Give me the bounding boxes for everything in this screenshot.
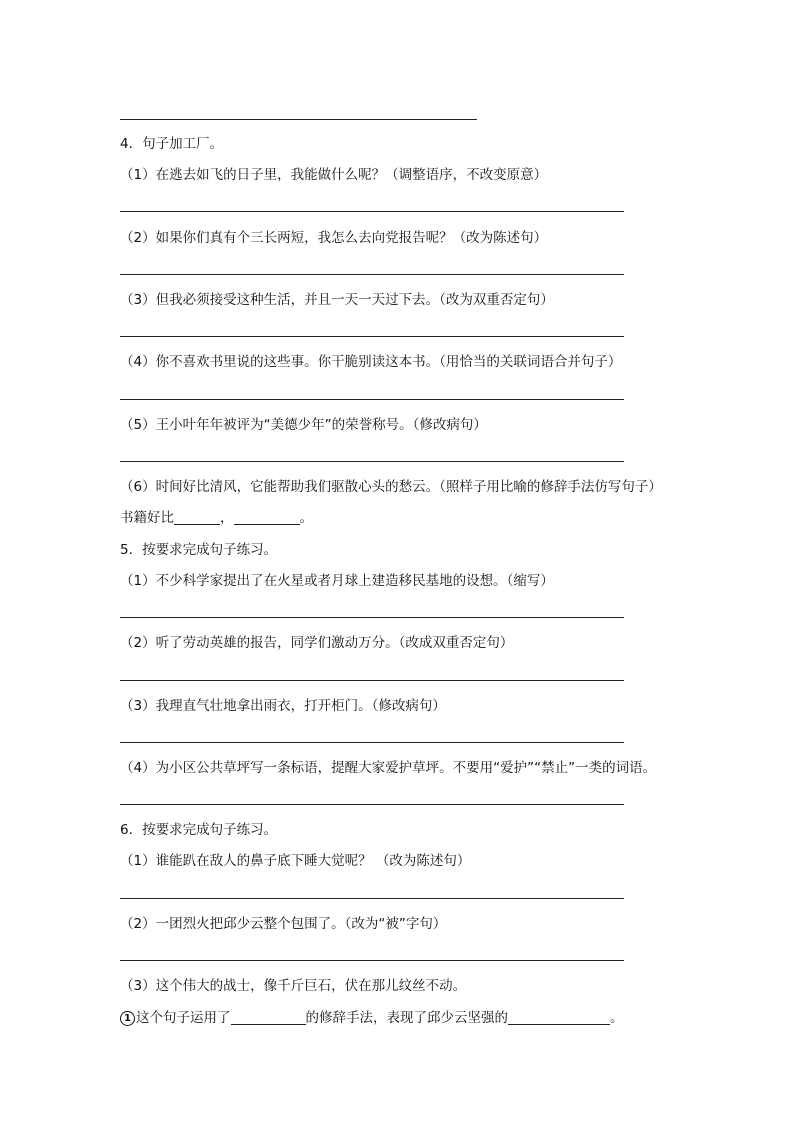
fill-blank[interactable] (234, 510, 300, 525)
q5-item-2: （2）听了劳动英雄的报告，同学们激动万分。（改成双重否定句） (120, 635, 514, 651)
answer-line[interactable] (120, 119, 477, 120)
q6-heading: 6．按要求完成句子练习。 (120, 822, 278, 838)
answer-line[interactable] (120, 461, 624, 462)
q6-item-1: （1）谁能趴在敌人的鼻子底下睡大觉呢？ （改为陈述句） (120, 853, 471, 869)
answer-line[interactable] (120, 617, 624, 618)
fill-end: 。 (299, 510, 313, 526)
q4-item-1: （1）在逃去如飞的日子里，我能做什么呢？（调整语序，不改变原意） (120, 167, 548, 183)
answer-line[interactable] (120, 274, 624, 275)
answer-line[interactable] (120, 898, 624, 899)
q4-fill-sentence (120, 509, 313, 527)
fill-prefix: 书籍好比 (120, 510, 174, 526)
answer-line[interactable] (120, 804, 624, 805)
q4-item-2: （2）如果你们真有个三长两短，我怎么去向党报告呢？（改为陈述句） (120, 230, 548, 246)
q6-sub-question (120, 1009, 624, 1027)
answer-line[interactable] (120, 680, 624, 681)
q6-item-2: （2）一团烈火把邱少云整个包围了。（改为“被”字句） (120, 916, 447, 932)
q4-item-3: （3）但我必须接受这种生活，并且一天一天过下去。（改为双重否定句） (120, 292, 554, 308)
q4-heading: 4．句子加工厂。 (120, 136, 224, 152)
circled-number-marker: 1 (120, 1011, 135, 1026)
sub-end: 。 (610, 1010, 624, 1026)
answer-line[interactable] (120, 211, 624, 212)
answer-line[interactable] (120, 336, 624, 337)
sub-text-2: 的修辞手法，表现了邱少云坚强的 (305, 1010, 508, 1026)
answer-line[interactable] (120, 742, 624, 743)
answer-line[interactable] (120, 960, 624, 961)
fill-blank[interactable] (508, 1010, 610, 1025)
q6-item-3: （3）这个伟大的战士，像千斤巨石，伏在那儿纹丝不动。 (120, 978, 467, 994)
answer-line[interactable] (120, 399, 624, 400)
q5-item-3: （3）我理直气壮地拿出雨衣，打开柜门。（修改病句） (120, 698, 446, 714)
q4-item-4: （4）你不喜欢书里说的这些事。你干脆别读这本书。（用恰当的关联词语合并句子） (120, 354, 622, 370)
q4-item-5: （5）王小叶年年被评为“美德少年”的荣誉称号。（修改病句） (120, 417, 487, 433)
q5-item-4: （4）为小区公共草坪写一条标语，提醒大家爱护草坪。不要用“爱护”“禁止”一类的词语。 (120, 760, 657, 776)
q4-item-6: （6）时间好比清风，它能帮助我们驱散心头的愁云。（照样子用比喻的修辞手法仿写句子） (120, 479, 662, 495)
fill-comma: ， (220, 510, 234, 526)
sub-text-1: 这个句子运用了 (136, 1010, 231, 1026)
q5-heading: 5．按要求完成句子练习。 (120, 542, 278, 558)
fill-blank[interactable] (174, 510, 220, 525)
q5-item-1: （1）不少科学家提出了在火星或者月球上建造移民基地的设想。（缩写） (120, 573, 554, 589)
fill-blank[interactable] (231, 1010, 306, 1025)
